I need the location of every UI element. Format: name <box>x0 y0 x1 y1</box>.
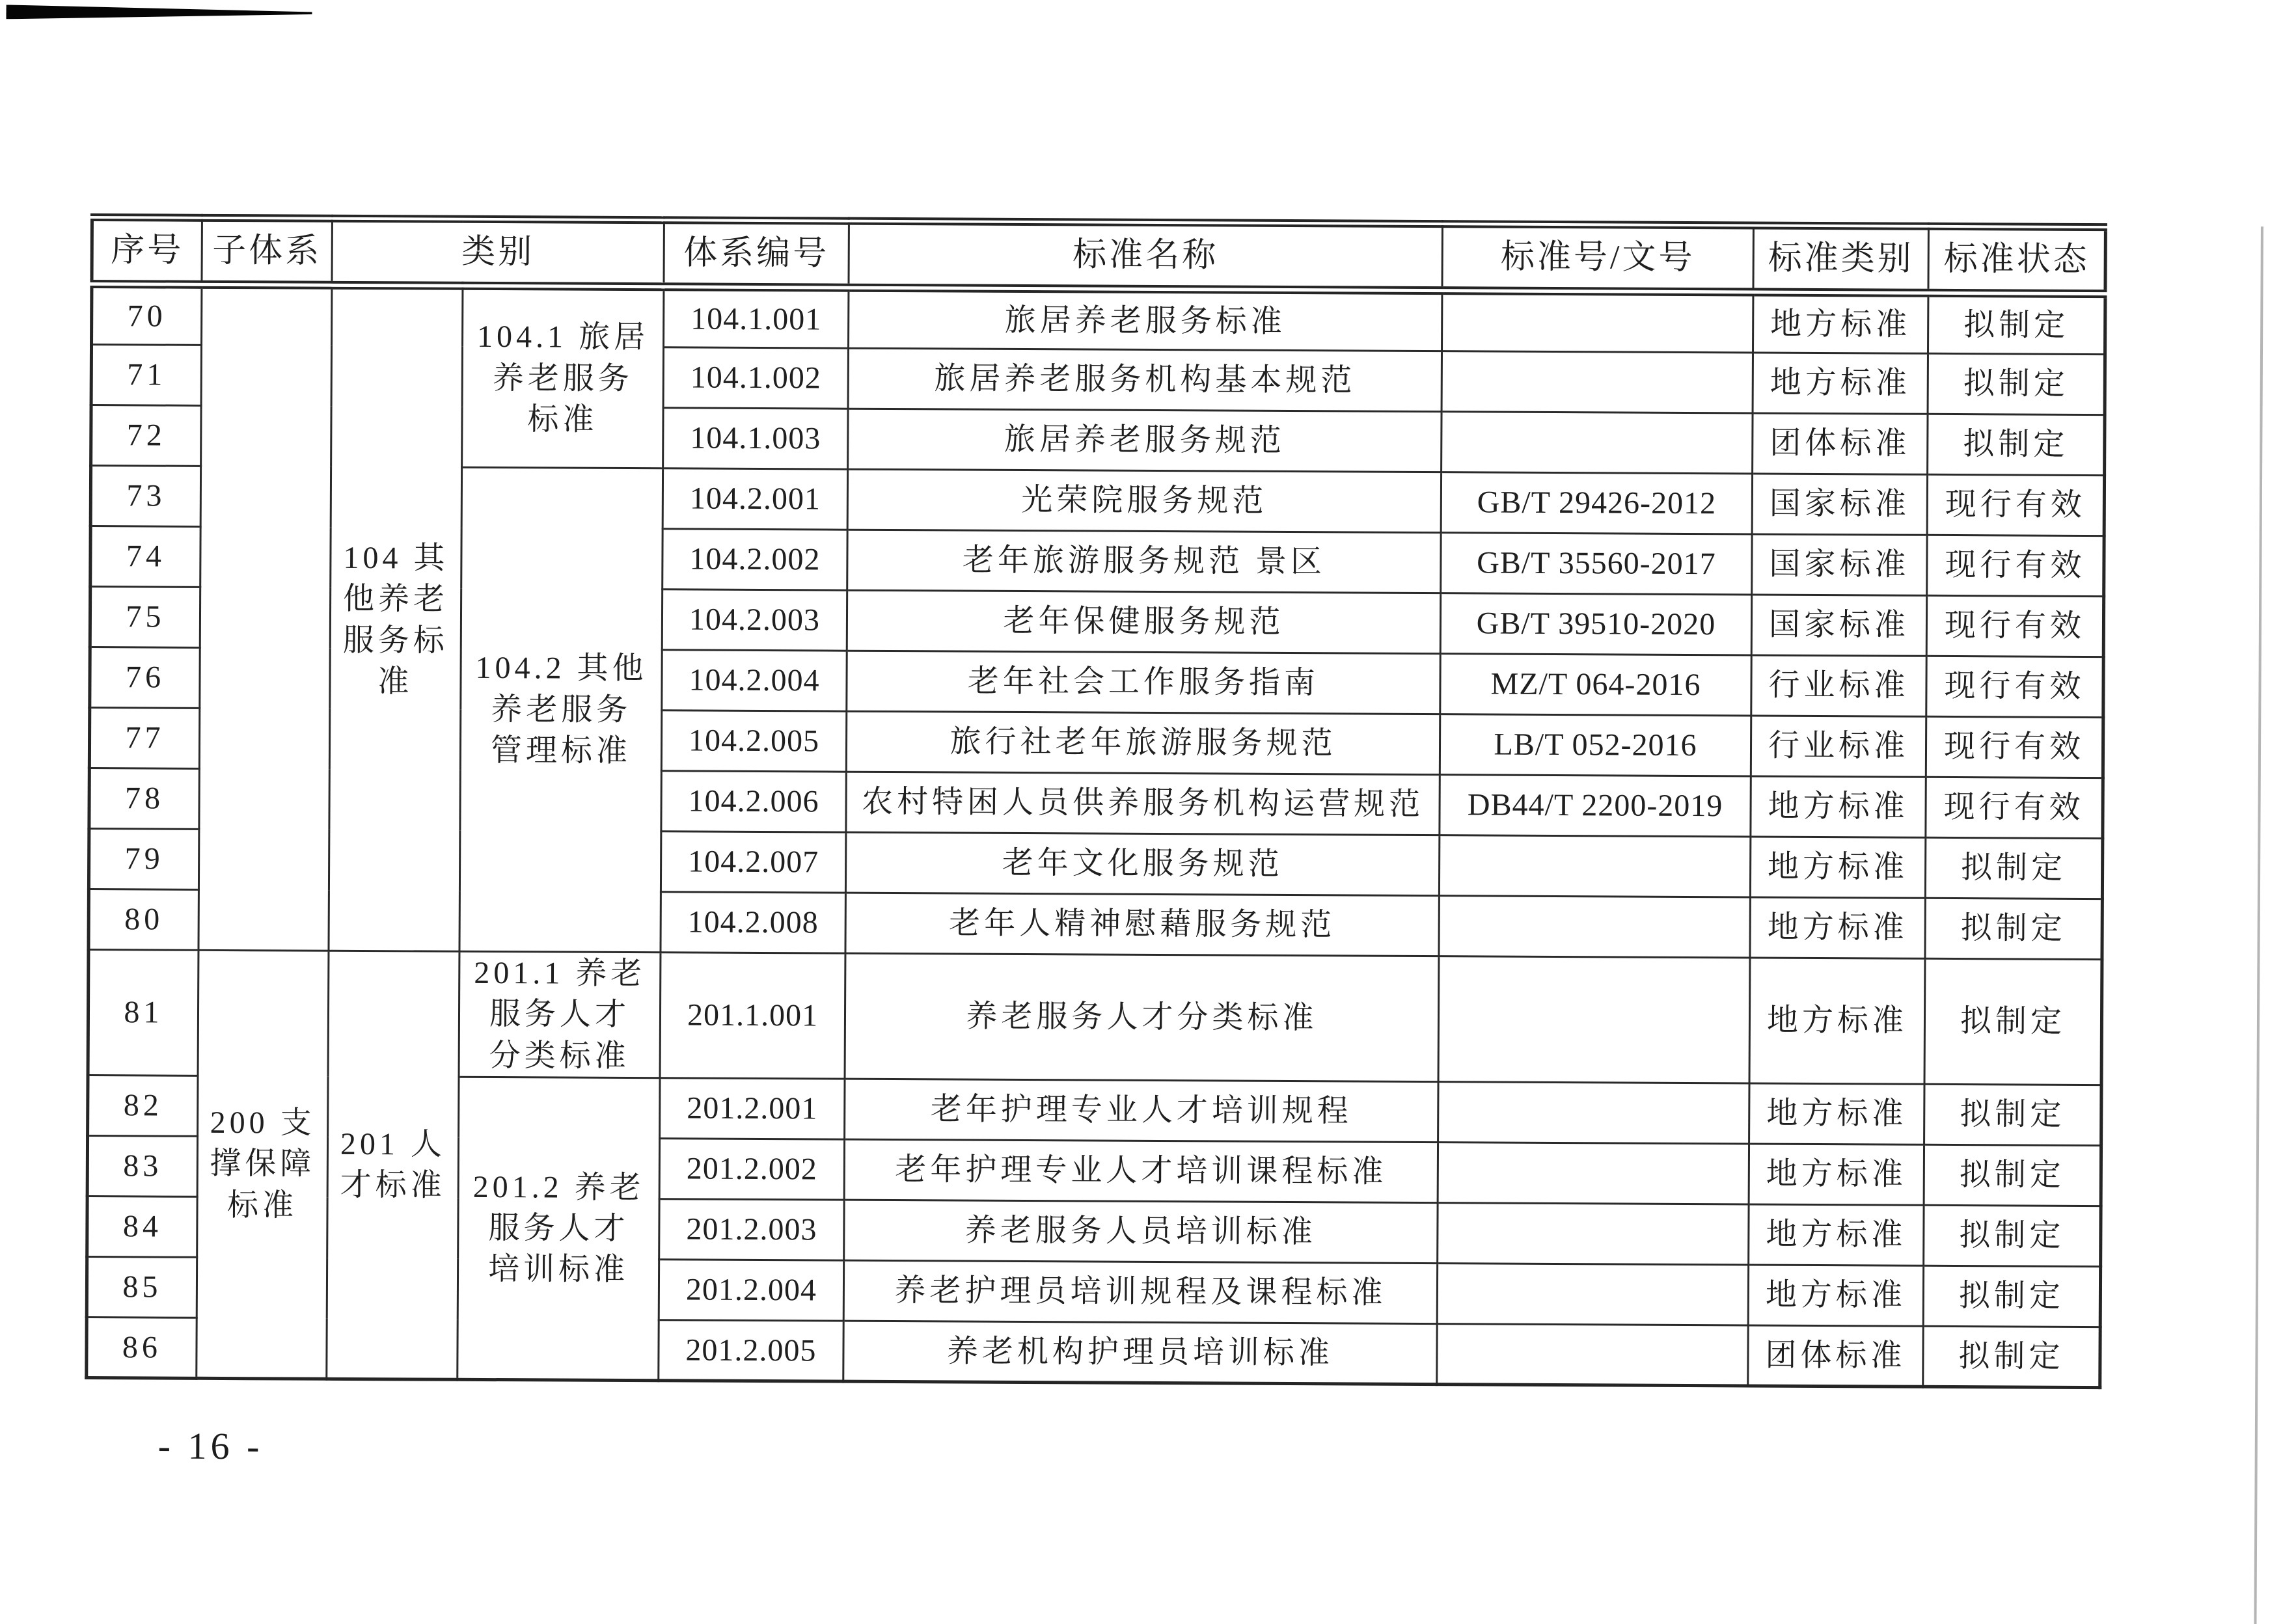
cell-standard-type: 地方标准 <box>1749 958 1925 1084</box>
cell-standard-name: 养老机构护理员培训标准 <box>843 1321 1437 1384</box>
cell-seq: 83 <box>87 1136 197 1197</box>
cell-standard-status: 拟制定 <box>1925 837 2102 899</box>
cell-standard-type: 地方标准 <box>1751 776 1926 837</box>
cell-seq: 84 <box>87 1197 197 1258</box>
cell-standard-name: 旅居养老服务规范 <box>848 409 1442 472</box>
cell-seq: 81 <box>88 949 198 1076</box>
cell-standard-no <box>1437 1324 1748 1386</box>
cell-standard-status: 拟制定 <box>1924 1205 2101 1266</box>
cell-system-code: 201.2.003 <box>659 1199 844 1260</box>
cell-standard-name: 农村特困人员供养服务机构运营规范 <box>846 772 1440 835</box>
cell-standard-type: 地方标准 <box>1749 1144 1924 1205</box>
cell-standard-no <box>1438 956 1750 1083</box>
cell-standard-type: 地方标准 <box>1753 353 1928 414</box>
cell-standard-name: 老年社会工作服务指南 <box>847 651 1440 714</box>
cell-seq: 76 <box>90 647 200 708</box>
cell-category: 104 其他养老服务标准 <box>329 285 463 951</box>
cell-system-code: 201.2.001 <box>660 1078 845 1139</box>
cell-standard-name: 老年护理专业人才培训规程 <box>845 1079 1438 1142</box>
cell-seq: 74 <box>90 526 200 588</box>
cell-system-code: 104.2.006 <box>661 771 846 832</box>
cell-standard-name: 老年保健服务规范 <box>847 590 1440 653</box>
cell-standard-status: 现行有效 <box>1926 656 2103 717</box>
cell-standard-type: 地方标准 <box>1750 897 1925 958</box>
scan-artifact-wedge <box>6 5 312 20</box>
cell-standard-name: 老年护理专业人才培训课程标准 <box>844 1139 1438 1202</box>
cell-sub-category: 104.2 其他养老服务管理标准 <box>459 467 663 953</box>
cell-seq: 85 <box>87 1257 197 1318</box>
cell-standard-no <box>1442 412 1753 474</box>
cell-system-code: 201.2.005 <box>659 1320 843 1381</box>
cell-standard-no <box>1442 291 1753 353</box>
col-header-category: 类别 <box>332 219 664 287</box>
cell-system-code: 104.2.005 <box>661 710 846 772</box>
cell-standard-no <box>1439 896 1750 958</box>
cell-system-code: 104.2.004 <box>662 650 847 711</box>
cell-standard-no: GB/T 35560-2017 <box>1441 533 1752 595</box>
cell-system-code: 201.1.001 <box>660 953 845 1079</box>
cell-sub-system: 200 支撑保障标准 <box>197 950 329 1379</box>
cell-standard-type: 团体标准 <box>1753 413 1928 474</box>
cell-standard-name: 光荣院服务规范 <box>847 469 1441 532</box>
cell-seq: 70 <box>92 284 202 345</box>
cell-standard-name: 旅居养老服务标准 <box>849 288 1442 351</box>
cell-standard-type: 团体标准 <box>1748 1325 1923 1387</box>
cell-system-code: 104.2.008 <box>661 892 845 953</box>
cell-standard-type: 地方标准 <box>1749 1204 1924 1265</box>
col-header-standard-status: 标准状态 <box>1928 226 2105 294</box>
cell-standard-name: 旅行社老年旅游服务规范 <box>846 711 1440 774</box>
col-header-sub-system: 子体系 <box>202 218 332 285</box>
cell-system-code: 104.2.003 <box>662 589 847 651</box>
cell-standard-type: 地方标准 <box>1753 292 1928 353</box>
cell-standard-name: 养老护理员培训规程及课程标准 <box>843 1260 1437 1323</box>
cell-seq: 82 <box>88 1076 198 1137</box>
cell-system-code: 104.1.001 <box>664 287 849 348</box>
cell-system-code: 104.1.002 <box>663 347 848 409</box>
header-row <box>92 217 2105 294</box>
cell-standard-type: 地方标准 <box>1750 837 1925 898</box>
cell-system-code: 104.1.003 <box>663 408 848 469</box>
cell-standard-no <box>1442 351 1753 413</box>
cell-standard-type: 地方标准 <box>1748 1265 1923 1326</box>
cell-seq: 71 <box>91 345 201 406</box>
cell-standard-status: 拟制定 <box>1923 1265 2100 1327</box>
cell-standard-no <box>1437 1264 1748 1325</box>
cell-standard-type: 地方标准 <box>1749 1083 1924 1144</box>
cell-standard-status: 拟制定 <box>1928 414 2105 475</box>
cell-standard-no <box>1438 1082 1749 1144</box>
cell-category: 201 人才标准 <box>327 951 459 1379</box>
col-header-system-code: 体系编号 <box>664 220 849 288</box>
cell-seq: 73 <box>90 466 200 527</box>
scan-edge-line <box>2254 226 2263 1624</box>
cell-sub-system <box>198 284 332 951</box>
col-header-standard-no: 标准号/文号 <box>1442 224 1753 292</box>
cell-standard-no: DB44/T 2200-2019 <box>1440 775 1751 837</box>
cell-seq: 79 <box>89 828 198 889</box>
cell-standard-status: 拟制定 <box>1928 353 2105 414</box>
cell-standard-name: 老年人精神慰藉服务规范 <box>845 893 1439 956</box>
cell-standard-status: 现行有效 <box>1927 535 2104 596</box>
cell-standard-status: 拟制定 <box>1925 898 2102 959</box>
cell-system-code: 201.2.002 <box>659 1139 844 1200</box>
cell-standard-type: 国家标准 <box>1751 595 1926 656</box>
cell-standard-no <box>1439 835 1750 897</box>
table-row <box>88 949 2102 1085</box>
cell-seq: 72 <box>91 405 201 467</box>
cell-seq: 86 <box>87 1318 197 1379</box>
cell-seq: 78 <box>89 768 199 829</box>
cell-standard-no: MZ/T 064-2016 <box>1440 654 1751 716</box>
cell-seq: 80 <box>89 889 198 950</box>
cell-system-code: 104.2.002 <box>663 529 847 590</box>
col-header-standard-type: 标准类别 <box>1753 225 1928 293</box>
cell-seq: 75 <box>90 587 200 648</box>
cell-system-code: 104.2.001 <box>663 468 847 530</box>
cell-standard-no: GB/T 29426-2012 <box>1441 472 1752 534</box>
page-number: - 16 - <box>157 1424 264 1468</box>
cell-standard-no: GB/T 39510-2020 <box>1440 593 1751 655</box>
cell-seq: 77 <box>89 707 199 768</box>
cell-standard-status: 拟制定 <box>1924 1084 2101 1145</box>
cell-sub-category: 104.1 旅居养老服务标准 <box>462 286 664 468</box>
cell-sub-category: 201.1 养老服务人才分类标准 <box>459 951 661 1078</box>
cell-standard-type: 行业标准 <box>1751 716 1926 777</box>
cell-system-code: 201.2.004 <box>659 1260 843 1321</box>
cell-standard-name: 老年旅游服务规范 景区 <box>847 530 1441 593</box>
cell-standard-type: 国家标准 <box>1752 474 1927 535</box>
col-header-standard-name: 标准名称 <box>849 221 1442 291</box>
cell-sub-category: 201.2 养老服务人才培训标准 <box>458 1077 660 1381</box>
cell-standard-status: 拟制定 <box>1923 1326 2100 1387</box>
cell-standard-name: 养老服务人才分类标准 <box>845 953 1439 1082</box>
cell-standard-status: 现行有效 <box>1926 595 2103 656</box>
cell-standard-status: 现行有效 <box>1926 777 2103 838</box>
cell-standard-name: 老年文化服务规范 <box>845 832 1439 895</box>
cell-standard-status: 拟制定 <box>1924 1144 2101 1206</box>
cell-standard-no: LB/T 052-2016 <box>1440 714 1751 776</box>
cell-standard-no <box>1438 1143 1749 1204</box>
standards-table <box>85 213 2107 1389</box>
cell-standard-type: 行业标准 <box>1751 655 1926 716</box>
cell-system-code: 104.2.007 <box>661 832 845 893</box>
cell-standard-type: 国家标准 <box>1752 534 1927 595</box>
cell-standard-status: 现行有效 <box>1926 716 2103 778</box>
cell-standard-no <box>1438 1203 1749 1265</box>
table-row <box>92 284 2105 355</box>
col-header-seq: 序号 <box>92 217 202 284</box>
cell-standard-status: 拟制定 <box>1928 293 2105 354</box>
cell-standard-status: 拟制定 <box>1924 958 2102 1085</box>
cell-standard-name: 旅居养老服务机构基本规范 <box>848 348 1442 411</box>
cell-standard-status: 现行有效 <box>1927 474 2104 535</box>
cell-standard-name: 养老服务人员培训标准 <box>844 1200 1438 1263</box>
